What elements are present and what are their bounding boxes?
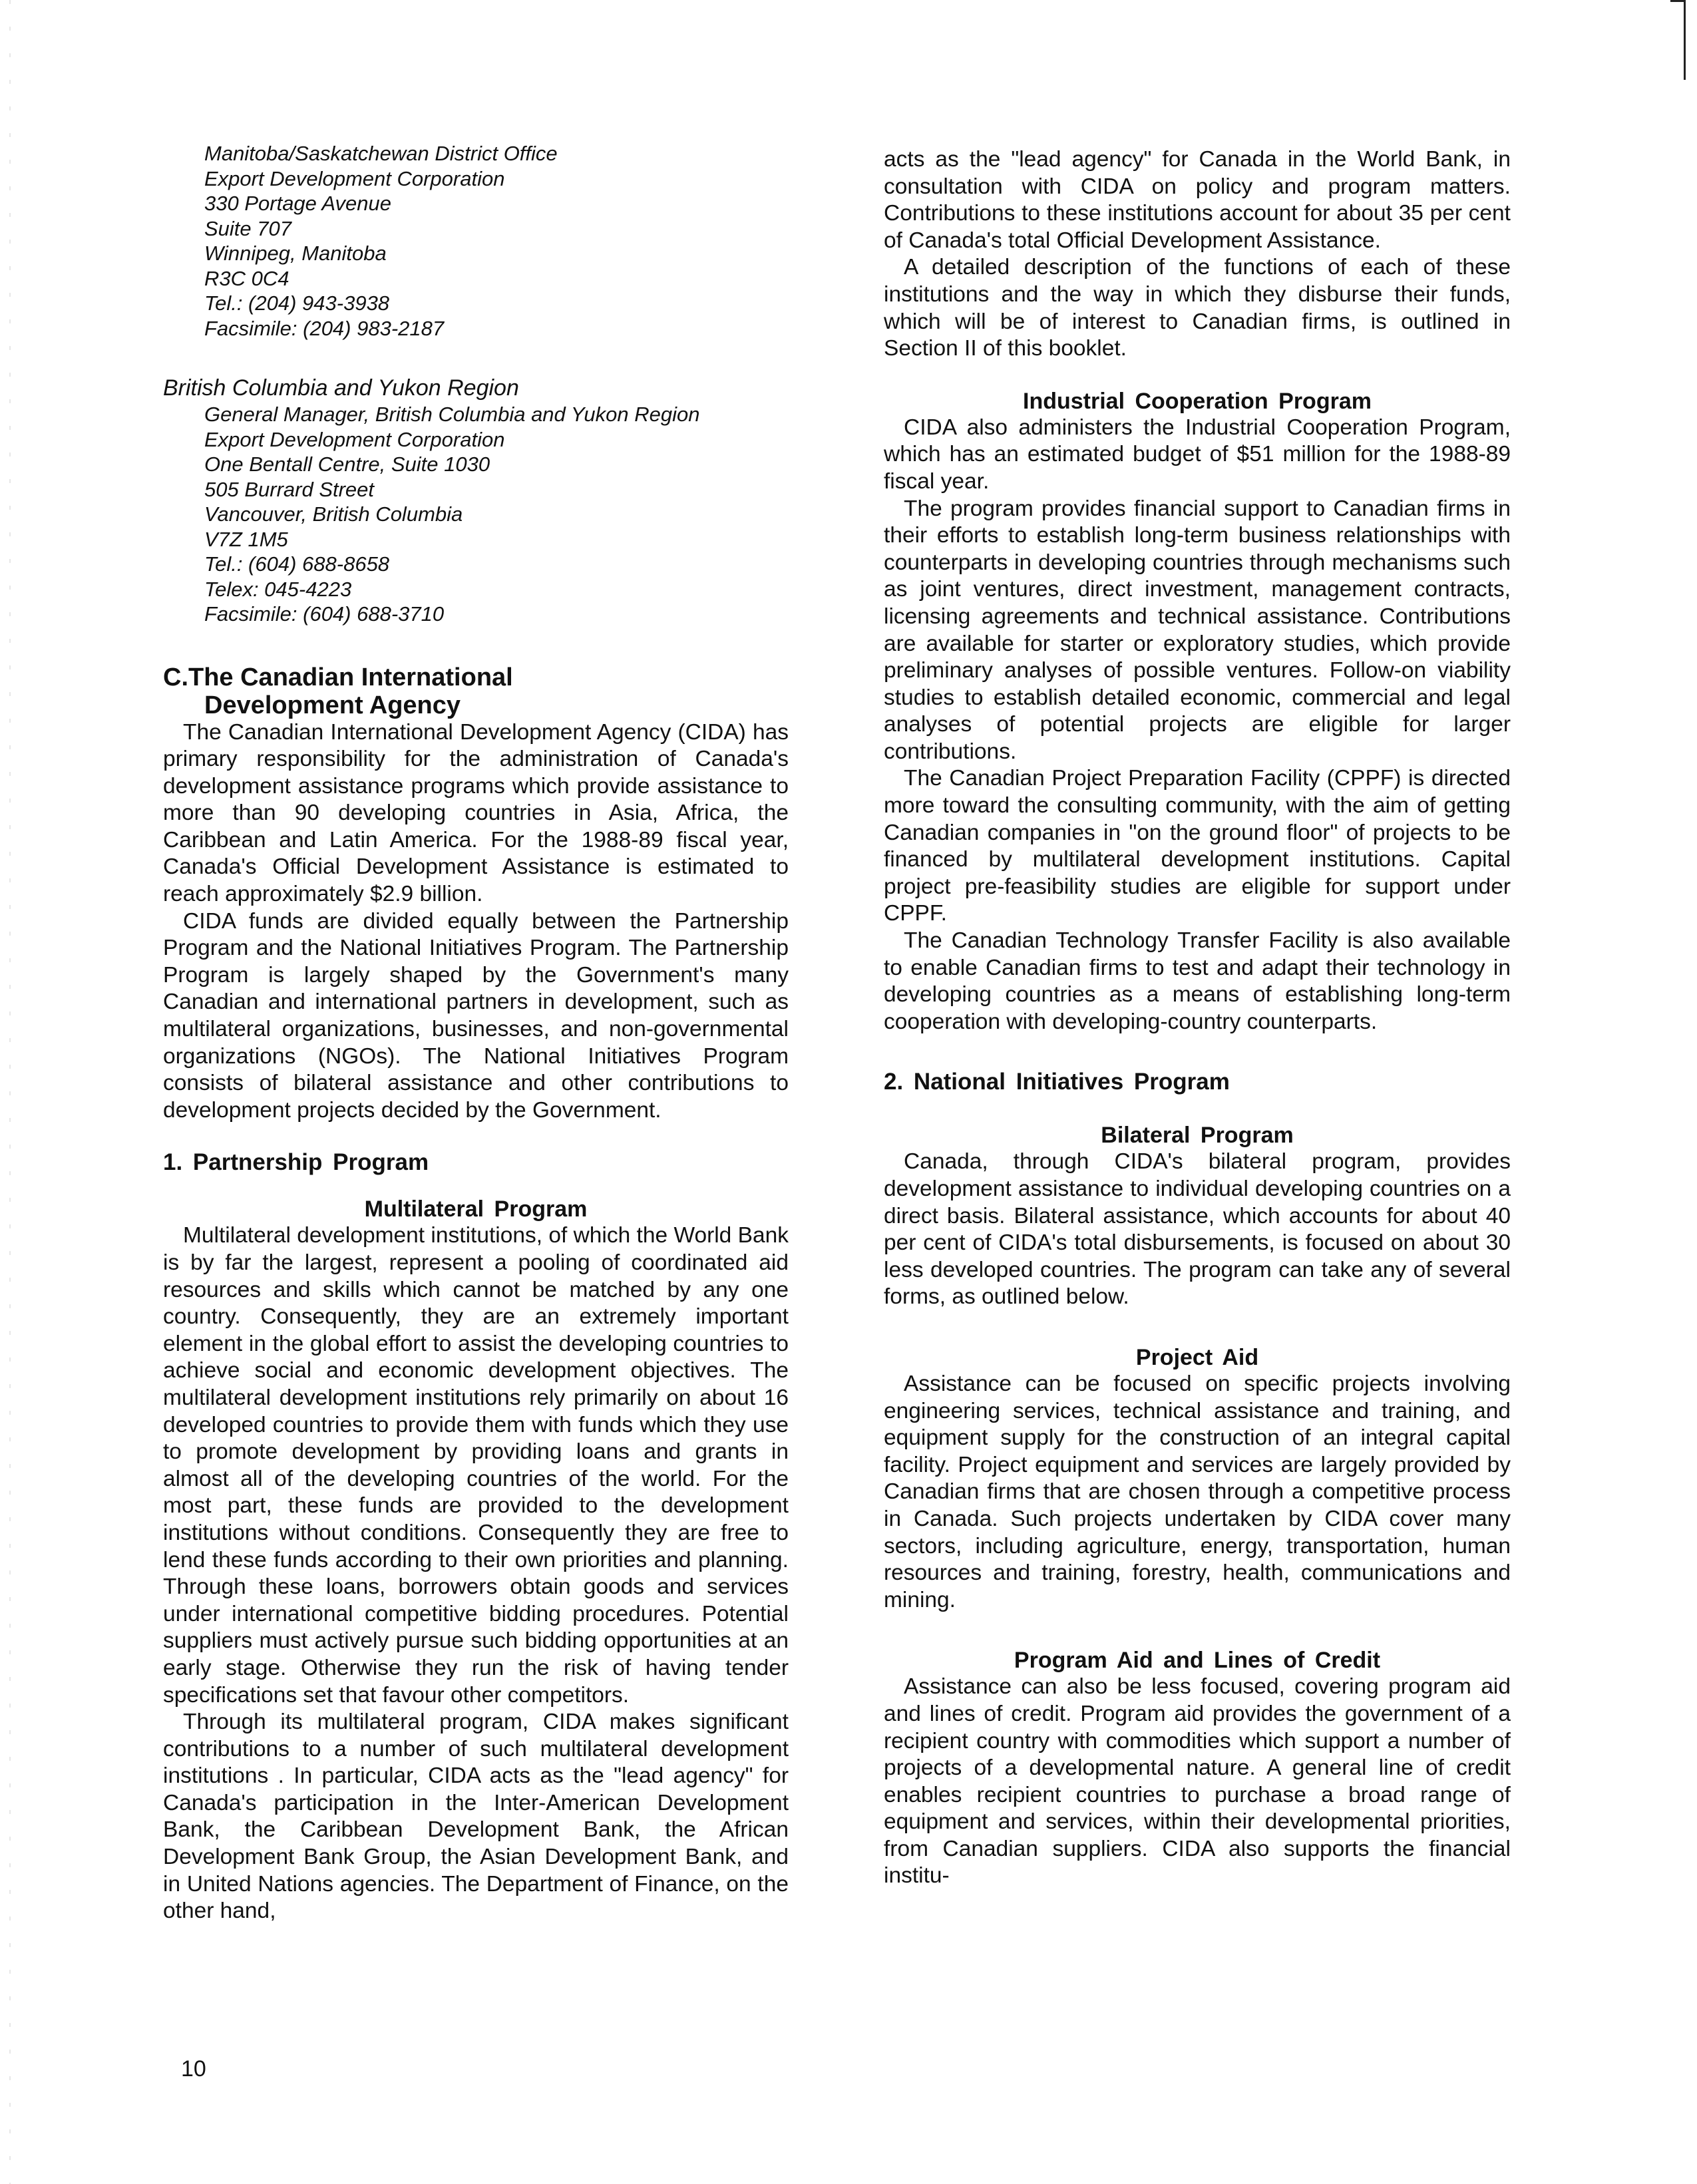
address-line: R3C 0C4 [204, 266, 289, 290]
address-line: Telex: 045-4223 [204, 577, 352, 601]
scan-edge-speckle [9, 0, 11, 2184]
address-line: One Bentall Centre, Suite 1030 [204, 453, 490, 476]
paragraph: Multilateral development institutions, of which the World Bank is by far the largest, represent a pooling of coordinated aid resources and skills which cannot be matched by any one country. Consequently, they are an extremely important element in the global effort to assist the developing countries to achieve social and economic development objectives. The multilateral development institutions rely primarily on about 16 developed countries to provide them with funds which they use to promote development by providing loans and grants in almost all of the developing countries of the world. For the most part, these funds are provided to the development institutions without conditions. Consequently they are free to lend these funds according to their own priorities and planning. Through these loans, borrowers obtain goods and services under international competitive bidding procedures. Potential suppliers must actively pursue such bidding opportunities at an early stage. Otherwise they run the risk of having tender specifications set that favour other competitors. [163, 1223, 789, 1708]
program-aid-heading: Program Aid and Lines of Credit [1014, 1648, 1381, 1674]
address-british-columbia [204, 402, 789, 627]
multilateral-continued [884, 146, 1511, 363]
paragraph: A detailed description of the functions of each of these institutions and the way in which they disburse their funds, which will be of interest to Canadian firms, is outlined in Section II of this booklet. [884, 255, 1511, 361]
address-line: Facsimile: (604) 688-3710 [204, 602, 445, 626]
region-title: British Columbia and Yukon Region [163, 375, 519, 401]
address-line: Manitoba/Saskatchewan District Office [204, 142, 558, 165]
left-column [163, 141, 789, 1925]
project-aid-heading: Project Aid [1135, 1344, 1259, 1370]
address-line: 505 Burrard Street [204, 477, 375, 501]
binding-edge-tick [1670, 0, 1685, 2]
paragraph: Assistance can also be less focused, covering program aid and lines of credit. Program aid provides the government of a recipient country with commodities which support a number of projects of a developmental nature. A general line of credit enables recipient countries to purchase a broad range of equipment and services, within their developmental priorities, from Canadian suppliers. CIDA also supports the financial institu- [884, 1674, 1511, 1889]
address-line: Export Development Corporation [204, 166, 505, 190]
paragraph: Through its multilateral program, CIDA makes significant contributions to a number of such multilateral development institutions . In particular, CIDA acts as the "lead agency" for Canada's participation in the Inter-American Development Bank, the Caribbean Development Bank, the African Development Bank Group, the Asian Development Bank, and in United Nations agencies. The Department of Finance, on the other hand, [163, 1710, 789, 1924]
cida-intro [163, 719, 789, 1125]
paragraph: CIDA funds are divided equally between the Partnership Program and the National Initiatives Program. The Partnership Program is largely shaped by the Government's many Canadian and international partners in development, such as multilateral organizations, businesses, and non-governmental organizations (NGOs). The National Initiatives Program consists of bilateral assistance and other contributions to development projects decided by the Government. [163, 908, 789, 1123]
multilateral-heading: Multilateral Program [364, 1196, 588, 1222]
bilateral-text [884, 1149, 1511, 1311]
address-line: General Manager, British Columbia and Yukon Region [204, 403, 700, 426]
address-line: V7Z 1M5 [204, 527, 288, 551]
paragraph: acts as the "lead agency" for Canada in the World Bank, in consultation with CIDA on policy and program matters. Contributions to these institutions account for about 35 per cent of Canada's total Official Development Assistance. [884, 147, 1511, 253]
project-aid-text [884, 1371, 1511, 1614]
paragraph: The program provides financial support to Canadian firms in their efforts to establish long-term business relationships with counterparts in developing countries through mechanisms such as joint ventures, direct investment, management contracts, licensing agreements and technical assistance. Contributions are available for starter or exploratory studies, which provide preliminary analyses of possible ventures. Follow-on viability studies to establish detailed economic, commercial and legal analyses of potential projects are eligible for larger contributions. [884, 496, 1511, 764]
section-heading-line1: C.The Canadian International [163, 663, 513, 691]
address-line: Tel.: (604) 688-8658 [204, 552, 390, 576]
address-line: Suite 707 [204, 216, 291, 240]
binding-edge-mark [1684, 0, 1686, 80]
bilateral-heading: Bilateral Program [1101, 1123, 1294, 1149]
paragraph: Assistance can be focused on specific projects involving engineering services, technical assistance and training, and equipment supply for the construction of an integral capital facility. Project equipment and services are largely provided by Canadian firms that are chosen through a competitive process in Canada. Such projects undertaken by CIDA cover many sectors, including agriculture, energy, transportation, human resources and training, forestry, health, communications and mining. [884, 1371, 1511, 1612]
address-line: Facsimile: (204) 983-2187 [204, 316, 445, 340]
paragraph: Canada, through CIDA's bilateral program, provides development assistance to individual developing countries on a direct basis. Bilateral assistance, which accounts for about 40 per cent of CIDA's total disbursements, is focused on about 30 less developed countries. The program can take any of several forms, as outlined below. [884, 1149, 1511, 1310]
industrial-heading: Industrial Cooperation Program [1023, 388, 1372, 414]
industrial-text [884, 415, 1511, 1036]
address-line: Tel.: (204) 943-3938 [204, 291, 390, 315]
section-heading-cida [163, 663, 789, 719]
page-number: 10 [181, 2056, 206, 2082]
partnership-heading: 1. Partnership Program [163, 1149, 429, 1176]
right-column [884, 146, 1511, 1890]
address-manitoba [204, 141, 789, 341]
paragraph: CIDA also administers the Industrial Cooperation Program, which has an estimated budget of $51 million for the 1988-89 fiscal year. [884, 415, 1511, 494]
national-heading: 2. National Initiatives Program [884, 1069, 1230, 1095]
paragraph: The Canadian International Development Agency (CIDA) has primary responsibility for the administration of Canada's development assistance programs which provide assistance to more than 90 developing countries in Asia, Africa, the Caribbean and Latin America. For the 1988-89 fiscal year, Canada's Official Development Assistance is estimated to reach approximately $2.9 billion. [163, 719, 789, 907]
address-line: Winnipeg, Manitoba [204, 242, 387, 265]
paragraph: The Canadian Technology Transfer Facility is also available to enable Canadian firms to test and adapt their technology in developing countries as a means of establishing long-term cooperation with developing-country counterparts. [884, 928, 1511, 1034]
section-heading-line2: Development Agency [204, 691, 461, 719]
paragraph: The Canadian Project Preparation Facility (CPPF) is directed more toward the consulting community, with the aim of getting Canadian companies in "on the ground floor" of projects to be financed by multilateral development institutions. Capital project pre-feasibility studies are eligible for support under CPPF. [884, 766, 1511, 926]
address-line: Vancouver, British Columbia [204, 502, 463, 526]
address-line: 330 Portage Avenue [204, 192, 391, 215]
address-line: Export Development Corporation [204, 427, 505, 451]
multilateral-text [163, 1222, 789, 1924]
program-aid-text [884, 1674, 1511, 1890]
